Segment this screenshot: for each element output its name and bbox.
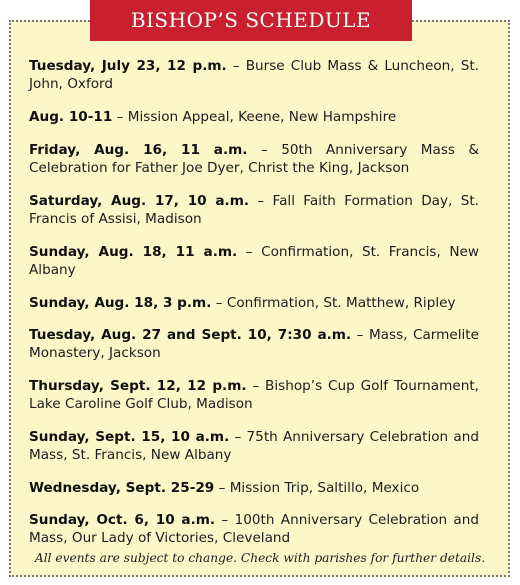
event-date: Friday, Aug. 16, 11 a.m.: [29, 142, 248, 158]
event-separator: –: [214, 480, 230, 496]
event-description: Fall Faith Formation Day, St. Francis of Assisi, Madison: [29, 193, 479, 227]
event-item: [29, 511, 479, 547]
event-item: [29, 192, 479, 228]
event-item: [29, 294, 479, 312]
event-date: Saturday, Aug. 17, 10 a.m.: [29, 193, 250, 209]
event-separator: –: [237, 244, 262, 260]
event-date: Sunday, Oct. 6, 10 a.m.: [29, 512, 216, 528]
event-item: [29, 326, 479, 362]
event-separator: –: [226, 58, 246, 74]
event-description: Mission Appeal, Keene, New Hampshire: [127, 109, 397, 125]
event-date: Sunday, Aug. 18, 11 a.m.: [29, 244, 238, 260]
event-item: [29, 377, 479, 413]
event-description: 50th Anniversary Mass & Celebration for Father Joe Dyer, Christ the King, Jackson: [29, 142, 479, 176]
event-item: [29, 479, 479, 497]
event-list: [29, 57, 479, 562]
event-date: Wednesday, Sept. 25-29: [29, 480, 215, 496]
event-date: Sunday, Aug. 18, 3 p.m.: [29, 295, 212, 311]
schedule-title: BISHOP’S SCHEDULE: [130, 8, 372, 32]
event-separator: –: [246, 378, 266, 394]
event-description: 75th Anniversary Celebration and Mass, St. Francis, New Albany: [29, 429, 479, 463]
event-item: [29, 428, 479, 464]
event-description: Burse Club Mass & Luncheon, St. John, Oxford: [29, 58, 479, 92]
schedule-title-banner: [90, 0, 412, 41]
event-date: Aug. 10-11: [29, 109, 113, 125]
event-separator: –: [112, 109, 128, 125]
event-description: Confirmation, St. Francis, New Albany: [29, 244, 479, 278]
event-description: Bishop’s Cup Golf Tournament, Lake Caroline Golf Club, Madison: [29, 378, 479, 412]
event-separator: –: [249, 193, 273, 209]
event-separator: –: [351, 327, 369, 343]
event-item: [29, 141, 479, 177]
event-date: Sunday, Sept. 15, 10 a.m.: [29, 429, 230, 445]
event-separator: –: [247, 142, 282, 158]
event-date: Tuesday, July 23, 12 p.m.: [29, 58, 227, 74]
event-item: [29, 243, 479, 279]
event-date: Tuesday, Aug. 27 and Sept. 10, 7:30 a.m.: [29, 327, 352, 343]
event-description: Mass, Carmelite Monastery, Jackson: [29, 327, 480, 361]
event-separator: –: [211, 295, 227, 311]
event-separator: –: [229, 429, 247, 445]
event-date: Thursday, Sept. 12, 12 p.m.: [29, 378, 247, 394]
event-item: [29, 108, 479, 126]
event-item: [29, 57, 479, 93]
event-separator: –: [215, 512, 235, 528]
event-description: Mission Trip, Saltillo, Mexico: [229, 480, 420, 496]
event-description: 100th Anniversary Celebration and Mass, Our Lady of Victories, Cleveland: [29, 512, 479, 546]
event-description: Confirmation, St. Matthew, Ripley: [226, 295, 456, 311]
disclaimer-note: All events are subject to change. Check with parishes for further details.: [34, 551, 486, 565]
